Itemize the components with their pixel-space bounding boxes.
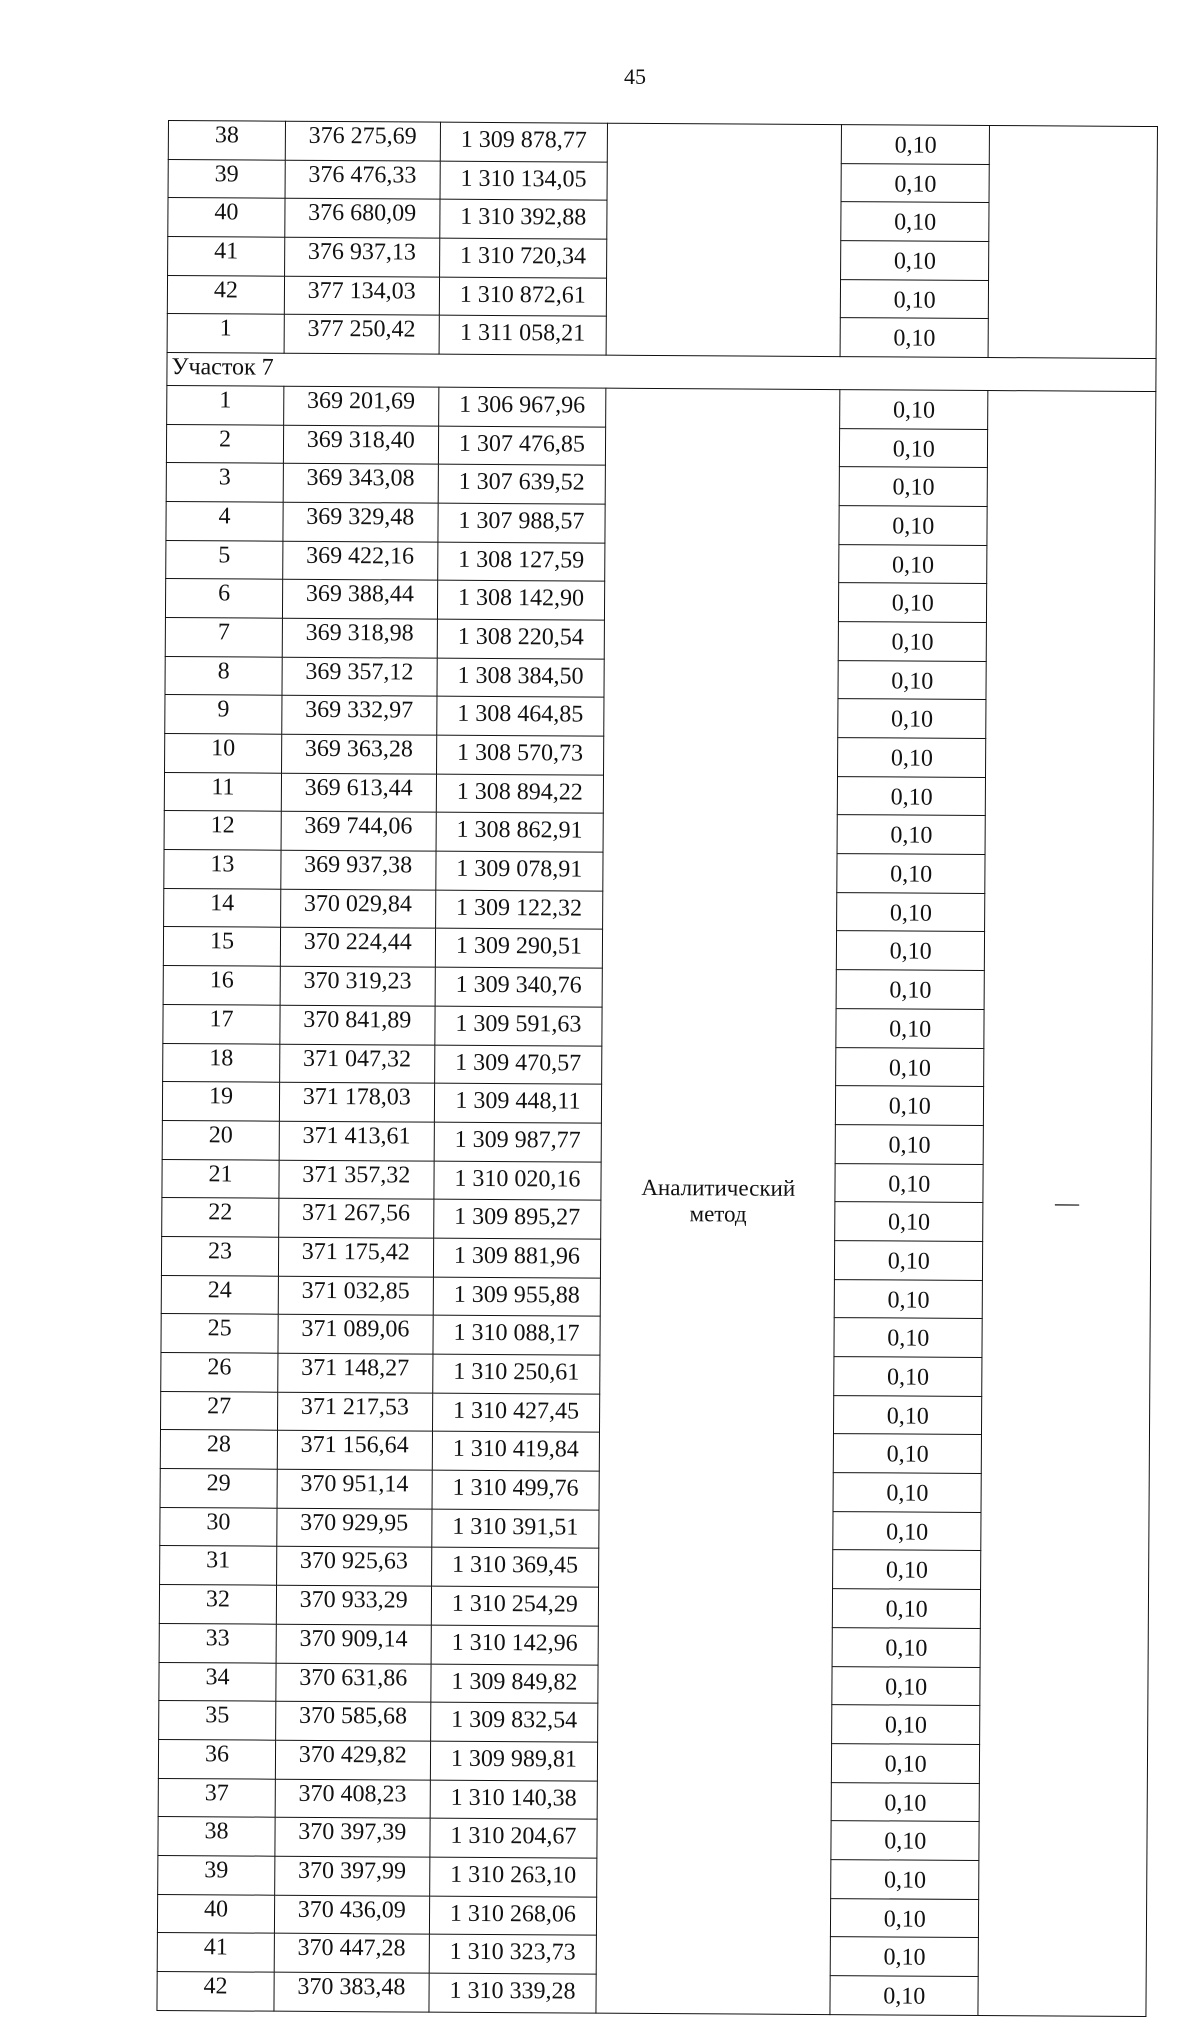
y-coordinate-cell: 1 308 570,73 <box>436 735 604 775</box>
point-number-cell: 13 <box>164 850 281 889</box>
y-coordinate-cell: 1 310 427,45 <box>432 1393 600 1433</box>
point-number-cell: 31 <box>160 1546 277 1585</box>
x-coordinate-cell: 370 408,23 <box>275 1779 430 1819</box>
point-number-cell: 26 <box>161 1352 278 1391</box>
x-coordinate-cell: 369 357,12 <box>282 657 437 697</box>
y-coordinate-cell: 1 310 339,28 <box>428 1973 596 2013</box>
accuracy-cell: 0,10 <box>834 1395 982 1435</box>
x-coordinate-cell: 369 422,16 <box>283 541 438 581</box>
accuracy-cell: 0,10 <box>840 389 988 429</box>
accuracy-cell: 0,10 <box>837 854 985 894</box>
point-number-cell: 6 <box>165 579 282 618</box>
y-coordinate-cell: 1 310 088,17 <box>432 1315 600 1355</box>
point-number-cell: 4 <box>166 501 283 540</box>
point-number-cell: 41 <box>157 1933 274 1972</box>
point-number-cell: 37 <box>158 1778 275 1817</box>
y-coordinate-cell: 1 309 340,76 <box>435 967 603 1007</box>
coordinates-table-wrapper <box>156 120 1158 2017</box>
accuracy-cell: 0,10 <box>839 583 987 623</box>
point-number-cell: 2 <box>166 424 283 463</box>
accuracy-cell: 0,10 <box>832 1705 980 1745</box>
x-coordinate-cell: 377 134,03 <box>284 276 439 316</box>
x-coordinate-cell: 371 156,64 <box>277 1431 432 1471</box>
method-label-line1: Аналитический <box>641 1174 796 1201</box>
method-label-line2: метод <box>689 1200 747 1227</box>
point-number-cell: 16 <box>163 966 280 1005</box>
x-coordinate-cell: 370 397,99 <box>275 1856 430 1896</box>
accuracy-cell: 0,10 <box>833 1589 981 1629</box>
y-coordinate-cell: 1 308 220,54 <box>437 619 605 659</box>
x-coordinate-cell: 370 933,29 <box>276 1585 431 1625</box>
x-coordinate-cell: 369 744,06 <box>281 812 436 852</box>
x-coordinate-cell: 371 089,06 <box>278 1315 433 1355</box>
y-coordinate-cell: 1 310 323,73 <box>429 1934 597 1974</box>
y-coordinate-cell: 1 309 989,81 <box>430 1741 598 1781</box>
point-number-cell: 8 <box>165 656 282 695</box>
accuracy-cell: 0,10 <box>842 125 990 165</box>
x-coordinate-cell: 369 363,28 <box>282 734 437 774</box>
x-coordinate-cell: 370 319,23 <box>280 966 435 1006</box>
y-coordinate-cell: 1 310 254,29 <box>431 1586 599 1626</box>
accuracy-cell: 0,10 <box>838 699 986 739</box>
accuracy-cell: 0,10 <box>833 1511 981 1551</box>
coordinates-table <box>156 120 1158 2017</box>
x-coordinate-cell: 371 217,53 <box>277 1392 432 1432</box>
point-number-cell: 41 <box>168 237 285 276</box>
accuracy-cell: 0,10 <box>835 1202 983 1242</box>
point-number-cell: 9 <box>165 695 282 734</box>
x-coordinate-cell: 371 267,56 <box>279 1198 434 1238</box>
y-coordinate-cell: 1 307 988,57 <box>437 503 605 543</box>
note-cell <box>988 126 1157 359</box>
x-coordinate-cell: 369 343,08 <box>283 463 438 503</box>
accuracy-cell: 0,10 <box>832 1743 980 1783</box>
x-coordinate-cell: 371 357,32 <box>279 1160 434 1200</box>
note-dash: — <box>1054 1190 1080 1217</box>
y-coordinate-cell: 1 310 268,06 <box>429 1896 597 1936</box>
point-number-cell: 30 <box>160 1507 277 1546</box>
point-number-cell: 17 <box>163 1004 280 1043</box>
y-coordinate-cell: 1 310 872,61 <box>439 277 607 317</box>
x-coordinate-cell: 371 178,03 <box>279 1082 434 1122</box>
x-coordinate-cell: 371 148,27 <box>278 1353 433 1393</box>
accuracy-cell: 0,10 <box>837 892 985 932</box>
accuracy-cell: 0,10 <box>841 279 989 319</box>
point-number-cell: 11 <box>164 772 281 811</box>
y-coordinate-cell: 1 308 142,90 <box>437 580 605 620</box>
accuracy-cell: 0,10 <box>841 241 989 281</box>
x-coordinate-cell: 370 929,95 <box>277 1508 432 1548</box>
point-number-cell: 24 <box>161 1275 278 1314</box>
accuracy-cell: 0,10 <box>835 1163 983 1203</box>
y-coordinate-cell: 1 308 894,22 <box>436 774 604 814</box>
accuracy-cell: 0,10 <box>840 318 988 358</box>
page-number: 45 <box>624 64 646 89</box>
accuracy-cell: 0,10 <box>834 1279 982 1319</box>
accuracy-cell: 0,10 <box>839 505 987 545</box>
point-number-cell: 7 <box>165 617 282 656</box>
y-coordinate-cell: 1 310 499,76 <box>432 1470 600 1510</box>
accuracy-cell: 0,10 <box>837 815 985 855</box>
point-number-cell: 42 <box>157 1971 274 2010</box>
accuracy-cell: 0,10 <box>830 1976 978 2016</box>
y-coordinate-cell: 1 310 142,96 <box>431 1625 599 1665</box>
accuracy-cell: 0,10 <box>836 1086 984 1126</box>
y-coordinate-cell: 1 310 204,67 <box>429 1818 597 1858</box>
accuracy-cell: 0,10 <box>831 1898 979 1938</box>
accuracy-cell: 0,10 <box>841 202 989 242</box>
point-number-cell: 21 <box>162 1159 279 1198</box>
point-number-cell: 42 <box>167 275 284 314</box>
method-cell <box>606 123 841 357</box>
accuracy-cell: 0,10 <box>831 1860 979 1900</box>
x-coordinate-cell: 376 937,13 <box>285 237 440 277</box>
y-coordinate-cell: 1 309 078,91 <box>435 851 603 891</box>
table-row <box>168 121 1157 166</box>
point-number-cell: 10 <box>165 733 282 772</box>
y-coordinate-cell: 1 310 263,10 <box>429 1857 597 1897</box>
y-coordinate-cell: 1 308 127,59 <box>437 542 605 582</box>
y-coordinate-cell: 1 310 720,34 <box>439 238 607 278</box>
point-number-cell: 25 <box>161 1314 278 1353</box>
x-coordinate-cell: 369 201,69 <box>284 386 439 426</box>
accuracy-cell: 0,10 <box>838 776 986 816</box>
accuracy-cell: 0,10 <box>841 163 989 203</box>
y-coordinate-cell: 1 310 134,05 <box>440 161 608 201</box>
x-coordinate-cell: 370 029,84 <box>281 889 436 929</box>
y-coordinate-cell: 1 309 832,54 <box>430 1702 598 1742</box>
y-coordinate-cell: 1 309 470,57 <box>434 1045 602 1085</box>
point-number-cell: 18 <box>163 1043 280 1082</box>
y-coordinate-cell: 1 309 591,63 <box>434 1006 602 1046</box>
table-row <box>167 385 1156 430</box>
y-coordinate-cell: 1 306 967,96 <box>438 387 606 427</box>
point-number-cell: 19 <box>162 1082 279 1121</box>
x-coordinate-cell: 370 397,39 <box>275 1817 430 1857</box>
x-coordinate-cell: 371 175,42 <box>278 1237 433 1277</box>
x-coordinate-cell: 370 841,89 <box>280 1005 435 1045</box>
accuracy-cell: 0,10 <box>832 1666 980 1706</box>
accuracy-cell: 0,10 <box>836 1047 984 1087</box>
point-number-cell: 39 <box>168 159 285 198</box>
y-coordinate-cell: 1 310 419,84 <box>432 1432 600 1472</box>
y-coordinate-cell: 1 308 384,50 <box>437 658 605 698</box>
accuracy-cell: 0,10 <box>839 467 987 507</box>
x-coordinate-cell: 370 447,28 <box>274 1933 429 1973</box>
point-number-cell: 39 <box>158 1855 275 1894</box>
y-coordinate-cell: 1 310 392,88 <box>439 200 607 240</box>
point-number-cell: 29 <box>160 1469 277 1508</box>
accuracy-cell: 0,10 <box>831 1782 979 1822</box>
accuracy-cell: 0,10 <box>839 622 987 662</box>
y-coordinate-cell: 1 309 878,77 <box>440 122 608 162</box>
x-coordinate-cell: 370 383,48 <box>274 1972 429 2012</box>
y-coordinate-cell: 1 310 369,45 <box>431 1548 599 1588</box>
x-coordinate-cell: 370 909,14 <box>276 1624 431 1664</box>
x-coordinate-cell: 371 032,85 <box>278 1276 433 1316</box>
x-coordinate-cell: 369 332,97 <box>282 696 437 736</box>
accuracy-cell: 0,10 <box>833 1550 981 1590</box>
section-label: Участок 7 <box>167 353 1156 392</box>
accuracy-cell: 0,10 <box>834 1357 982 1397</box>
accuracy-cell: 0,10 <box>836 970 984 1010</box>
point-number-cell: 38 <box>168 121 285 160</box>
x-coordinate-cell: 376 476,33 <box>285 160 440 200</box>
point-number-cell: 1 <box>167 385 284 424</box>
x-coordinate-cell: 377 250,42 <box>284 315 439 355</box>
point-number-cell: 32 <box>159 1585 276 1624</box>
x-coordinate-cell: 370 429,82 <box>275 1740 430 1780</box>
accuracy-cell: 0,10 <box>834 1318 982 1358</box>
accuracy-cell: 0,10 <box>837 931 985 971</box>
accuracy-cell: 0,10 <box>832 1627 980 1667</box>
accuracy-cell: 0,10 <box>831 1821 979 1861</box>
accuracy-cell: 0,10 <box>834 1434 982 1474</box>
accuracy-cell: 0,10 <box>835 1241 983 1281</box>
y-coordinate-cell: 1 310 020,16 <box>433 1161 601 1201</box>
y-coordinate-cell: 1 309 448,11 <box>434 1083 602 1123</box>
y-coordinate-cell: 1 310 391,51 <box>431 1509 599 1549</box>
x-coordinate-cell: 370 585,68 <box>276 1701 431 1741</box>
coordinates-table-body <box>157 121 1158 2017</box>
accuracy-cell: 0,10 <box>835 1124 983 1164</box>
x-coordinate-cell: 376 680,09 <box>285 199 440 239</box>
y-coordinate-cell: 1 310 140,38 <box>430 1780 598 1820</box>
y-coordinate-cell: 1 307 639,52 <box>438 464 606 504</box>
y-coordinate-cell: 1 311 058,21 <box>439 316 607 356</box>
point-number-cell: 15 <box>163 927 280 966</box>
point-number-cell: 33 <box>159 1623 276 1662</box>
x-coordinate-cell: 370 925,63 <box>277 1547 432 1587</box>
x-coordinate-cell: 370 224,44 <box>280 928 435 968</box>
y-coordinate-cell: 1 310 250,61 <box>432 1354 600 1394</box>
x-coordinate-cell: 370 951,14 <box>277 1469 432 1509</box>
y-coordinate-cell: 1 309 881,96 <box>433 1238 601 1278</box>
point-number-cell: 40 <box>168 198 285 237</box>
x-coordinate-cell: 369 318,98 <box>282 618 437 658</box>
x-coordinate-cell: 369 388,44 <box>282 579 437 619</box>
x-coordinate-cell: 369 937,38 <box>281 850 436 890</box>
y-coordinate-cell: 1 309 955,88 <box>433 1277 601 1317</box>
point-number-cell: 20 <box>162 1120 279 1159</box>
accuracy-cell: 0,10 <box>836 1008 984 1048</box>
point-number-cell: 14 <box>164 888 281 927</box>
x-coordinate-cell: 371 047,32 <box>280 1044 435 1084</box>
point-number-cell: 12 <box>164 811 281 850</box>
y-coordinate-cell: 1 308 862,91 <box>436 813 604 853</box>
point-number-cell: 23 <box>161 1236 278 1275</box>
y-coordinate-cell: 1 308 464,85 <box>436 696 604 736</box>
y-coordinate-cell: 1 309 987,77 <box>434 1122 602 1162</box>
point-number-cell: 40 <box>157 1894 274 1933</box>
point-number-cell: 27 <box>160 1391 277 1430</box>
method-cell <box>596 388 840 2014</box>
x-coordinate-cell: 371 413,61 <box>279 1121 434 1161</box>
y-coordinate-cell: 1 309 849,82 <box>430 1664 598 1704</box>
point-number-cell: 36 <box>158 1739 275 1778</box>
point-number-cell: 3 <box>166 463 283 502</box>
y-coordinate-cell: 1 309 895,27 <box>433 1199 601 1239</box>
point-number-cell: 35 <box>159 1701 276 1740</box>
point-number-cell: 1 <box>167 314 284 353</box>
note-cell <box>978 390 1156 2016</box>
y-coordinate-cell: 1 309 122,32 <box>435 890 603 930</box>
y-coordinate-cell: 1 307 476,85 <box>438 426 606 466</box>
y-coordinate-cell: 1 309 290,51 <box>435 929 603 969</box>
x-coordinate-cell: 370 631,86 <box>276 1663 431 1703</box>
x-coordinate-cell: 370 436,09 <box>274 1895 429 1935</box>
accuracy-cell: 0,10 <box>839 544 987 584</box>
accuracy-cell: 0,10 <box>838 660 986 700</box>
point-number-cell: 22 <box>162 1198 279 1237</box>
accuracy-cell: 0,10 <box>838 738 986 778</box>
point-number-cell: 34 <box>159 1662 276 1701</box>
x-coordinate-cell: 369 318,40 <box>283 425 438 465</box>
x-coordinate-cell: 369 613,44 <box>281 773 436 813</box>
x-coordinate-cell: 376 275,69 <box>285 121 440 161</box>
point-number-cell: 38 <box>158 1817 275 1856</box>
point-number-cell: 5 <box>166 540 283 579</box>
accuracy-cell: 0,10 <box>840 428 988 468</box>
point-number-cell: 28 <box>160 1430 277 1469</box>
accuracy-cell: 0,10 <box>833 1473 981 1513</box>
x-coordinate-cell: 369 329,48 <box>283 502 438 542</box>
accuracy-cell: 0,10 <box>830 1937 978 1977</box>
